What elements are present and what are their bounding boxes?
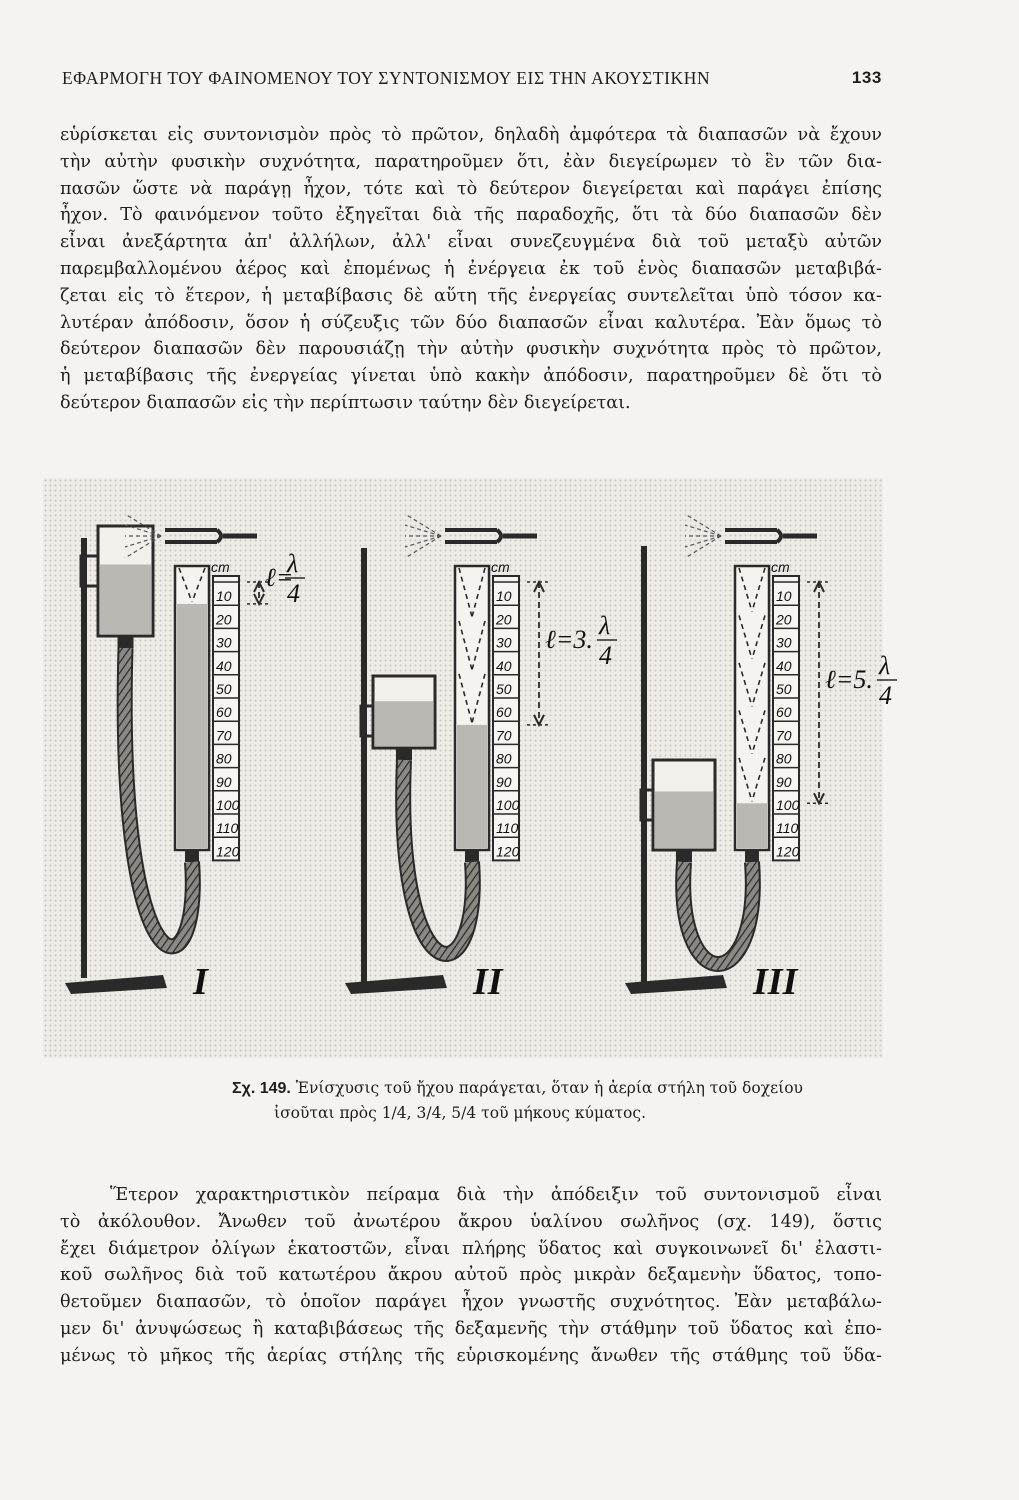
text-line: Ἕτερον χαρακτηριστικὸν πείραμα διὰ τὴν ἀπόδειξιν τοῦ συντονισμοῦ εἶναι bbox=[110, 1185, 882, 1205]
length-label: ℓ= bbox=[265, 563, 294, 592]
length-label-denominator: 4 bbox=[287, 579, 300, 608]
text-line: ἦχον. Τὸ φαινόμενον τοῦτο ἐξηγεῖται διὰ τῆς παραδοχῆς, ὅτι τὰ δύο διαπασῶν δὲν bbox=[60, 205, 882, 226]
tuning-fork-icon bbox=[725, 530, 781, 542]
paragraph-top bbox=[60, 122, 882, 417]
scale-tick-label: 40 bbox=[496, 657, 512, 674]
scale-tick-label: 20 bbox=[216, 611, 232, 628]
text-line: τὴν αὐτὴν φυσικὴν συχνότητα, παρατηροῦμεν ὅτι, ἐὰν διεγείρωμεν τὸ ἓν τῶν δια- bbox=[60, 151, 882, 172]
scale-tick-label: 60 bbox=[776, 704, 792, 721]
length-label: ℓ=3. bbox=[545, 625, 593, 654]
text-line: εὑρίσκεται εἰς συντονισμὸν πρὸς τὸ πρῶτον, δηλαδὴ ἀμφότερα τὰ διαπασῶν νὰ ἔχουν bbox=[60, 125, 882, 145]
text-line: τὸ ἀκόλουθον. Ἄνωθεν τοῦ ἀνωτέρου ἄκρου ὑαλίνου σωλῆνος (σχ. 149), ὅστις bbox=[60, 1211, 882, 1232]
tuning-fork-icon bbox=[165, 530, 221, 542]
tuning-fork-icon bbox=[445, 530, 501, 542]
stand-base bbox=[345, 975, 447, 994]
text-line: λυτέραν ἀπόδοσιν, ὅσον ἡ σύζευξις τῶν δύο διαπασῶν εἶναι καλυτέρα. Ἐὰν ὅμως τὸ bbox=[60, 312, 882, 333]
scale-tick-label: 70 bbox=[496, 727, 512, 744]
rubber-hose-texture bbox=[683, 862, 753, 964]
tube-water bbox=[737, 803, 767, 848]
scale-tick-label: 120 bbox=[776, 843, 800, 860]
text-line: κοῦ σωλῆνος διὰ τοῦ κατωτέρου ἄκρου αὐτοῦ πρὸς μικρὰν δεξαμενὴν ὕδατος, τοπο- bbox=[60, 1265, 882, 1286]
paragraph-bottom bbox=[60, 1182, 882, 1370]
sound-wave-line bbox=[405, 525, 441, 536]
text-line: μένως τὸ μῆκος τῆς ἀερίας στήλης τῆς εὑρισκομένης ἄνωθεν τῆς στάθμης τοῦ ὕδα- bbox=[60, 1345, 882, 1366]
panel-numeral: II bbox=[473, 961, 503, 1003]
scale-unit: cm bbox=[211, 559, 230, 575]
text-line: πασῶν ὥστε νὰ παράγῃ ἦχον, τότε καὶ τὸ δεύτερον διεγείρεται καὶ παράγει ἐπίσης bbox=[60, 178, 882, 199]
scale-tick-label: 50 bbox=[216, 681, 232, 697]
resonance-figure bbox=[43, 478, 892, 1058]
scale-tick-label: 100 bbox=[496, 797, 520, 813]
scale-tick-label: 20 bbox=[496, 611, 512, 628]
tube-water bbox=[177, 604, 207, 848]
stand-base bbox=[625, 975, 727, 994]
scale-tick-label: 10 bbox=[216, 588, 232, 605]
reservoir-water bbox=[655, 792, 713, 849]
scale-tick-label: 20 bbox=[776, 611, 792, 628]
scale-unit: cm bbox=[771, 559, 790, 575]
caption-line2: ἰσοῦται πρὸς 1/4, 3/4, 5/4 τοῦ μήκους κύματος. bbox=[274, 1104, 646, 1122]
text-line: δεύτερον διαπασῶν εἰς τὴν περίπτωσιν ταύτην δὲν διεγείρεται. bbox=[60, 392, 631, 413]
stand-base bbox=[65, 975, 167, 994]
tube-outlet bbox=[745, 850, 759, 862]
scale-tick-label: 80 bbox=[496, 750, 512, 767]
scale-tick-label: 110 bbox=[216, 820, 239, 837]
sound-wave-line bbox=[685, 536, 721, 558]
sound-wave-line bbox=[685, 536, 721, 547]
sound-wave-line bbox=[405, 514, 441, 536]
tube-outlet bbox=[465, 850, 479, 862]
scale-tick-label: 80 bbox=[216, 750, 232, 767]
text-line: θετοῦμεν διαπασῶν, τὸ ὁποῖον παράγει ἦχον γνωστῆς συχνότητος. Ἐὰν μεταβάλω- bbox=[60, 1292, 882, 1313]
scale-tick-label: 30 bbox=[216, 634, 232, 651]
scale-tick-label: 80 bbox=[776, 750, 792, 767]
tube-outlet bbox=[185, 850, 199, 862]
text-line: δεύτερον διαπασῶν δὲν παρουσιάζῃ τὴν αὐτὴν φυσικὴν συχνότητα πρὸς τὸ πρῶτον, bbox=[60, 339, 882, 360]
text-line: εἶναι ἀνεξάρτητα ἀπ' ἀλλήλων, ἀλλ' εἶναι συνεζευγμένα διὰ τοῦ μεταξὺ αὐτῶν bbox=[60, 232, 882, 253]
header-title: ΕΦΑΡΜΟΓΗ ΤΟΥ ΦΑΙΝΟΜΕΝΟΥ ΤΟΥ ΣΥΝΤΟΝΙΣΜΟΥ ΕΙΣ ΤΗΝ ΑΚΟΥΣΤΙΚΗΝ bbox=[62, 68, 711, 88]
scale-tick-label: 30 bbox=[496, 634, 512, 651]
scale-tick-label: 110 bbox=[776, 820, 799, 837]
scale-tick-label: 120 bbox=[496, 843, 520, 860]
apparatus-panel bbox=[65, 514, 305, 1003]
sound-wave-line bbox=[405, 536, 441, 547]
panel-numeral: I bbox=[193, 961, 208, 1003]
text-line: παρεμβαλλομένου ἀέρος καὶ ἐπομένως ἡ ἐνέργεια ἐκ τοῦ ἑνὸς διαπασῶν μεταβιβά- bbox=[60, 258, 882, 279]
length-label-numerator: λ bbox=[879, 651, 891, 680]
length-label-denominator: 4 bbox=[599, 641, 612, 670]
scale-tick-label: 60 bbox=[496, 704, 512, 721]
scale-tick-label: 30 bbox=[776, 634, 792, 651]
panel-numeral: III bbox=[753, 961, 798, 1003]
sound-wave-line bbox=[685, 514, 721, 536]
scale-tick-label: 120 bbox=[216, 843, 240, 860]
apparatus-panel bbox=[345, 514, 617, 1003]
reservoir-outlet bbox=[118, 636, 134, 648]
caption-line1: Ἐνίσχυσις τοῦ ἤχου παράγεται, ὅταν ἡ ἀερία στήλη τοῦ δοχείου bbox=[295, 1079, 803, 1097]
reservoir-outlet bbox=[676, 850, 692, 862]
length-label-numerator: λ bbox=[287, 549, 299, 578]
reservoir-water bbox=[375, 701, 433, 746]
reservoir-water bbox=[100, 565, 151, 635]
running-header bbox=[62, 68, 882, 92]
scale-unit: cm bbox=[491, 559, 510, 575]
scale-tick-label: 70 bbox=[216, 727, 232, 744]
length-label-numerator: λ bbox=[599, 611, 611, 640]
figure-caption bbox=[232, 1076, 832, 1125]
scale-tick-label: 100 bbox=[216, 797, 240, 813]
reservoir-outlet bbox=[396, 748, 412, 760]
stand-rod bbox=[361, 548, 367, 988]
scale-tick-label: 110 bbox=[496, 820, 519, 837]
scale-tick-label: 70 bbox=[776, 727, 792, 744]
length-label-denominator: 4 bbox=[879, 681, 892, 710]
tube-water bbox=[457, 725, 487, 848]
scale-tick-label: 90 bbox=[776, 773, 792, 790]
scale-tick-label: 90 bbox=[496, 773, 512, 790]
figure-drawing bbox=[43, 478, 892, 1058]
scale-tick-label: 10 bbox=[496, 588, 512, 605]
text-line: ἡ μεταβίβασις τῆς ἐνεργείας γίνεται ὑπὸ κακὴν ἀπόδοσιν, παρατηροῦμεν δὲ ὅτι τὸ bbox=[60, 366, 882, 387]
sound-wave-line bbox=[405, 536, 441, 558]
scale-tick-label: 50 bbox=[776, 681, 792, 697]
caption-label: Σχ. 149. bbox=[232, 1080, 291, 1097]
scale-tick-label: 60 bbox=[216, 704, 232, 721]
text-line: ζεται εἰς τὸ ἕτερον, ἡ μεταβίβασις δὲ αὕτη τῆς ἐνεργείας συντελεῖται ὑπὸ τόσον κα- bbox=[60, 285, 882, 306]
sound-wave-line bbox=[685, 525, 721, 536]
apparatus-panel bbox=[625, 514, 897, 1003]
page-number: 133 bbox=[851, 68, 882, 87]
scale-tick-label: 40 bbox=[776, 657, 792, 674]
stand-rod bbox=[81, 538, 87, 978]
stand-rod bbox=[641, 546, 647, 986]
scale-tick-label: 10 bbox=[776, 588, 792, 605]
scale-tick-label: 50 bbox=[496, 681, 512, 697]
text-line: μεν δι' ἀνυψώσεως ἢ καταβιβάσεως τῆς δεξαμενῆς τὴν στάθμην τοῦ ὕδατος καὶ ἐπο- bbox=[60, 1318, 882, 1339]
scale-tick-label: 100 bbox=[776, 797, 800, 813]
scale-tick-label: 40 bbox=[216, 657, 232, 674]
length-label: ℓ=5. bbox=[825, 665, 873, 694]
scale-tick-label: 90 bbox=[216, 773, 232, 790]
text-line: ἔχει διάμετρον ὀλίγων ἑκατοστῶν, εἶναι πλήρης ὕδατος καὶ συγκοινωνεῖ δι' ἐλαστι- bbox=[60, 1238, 882, 1259]
